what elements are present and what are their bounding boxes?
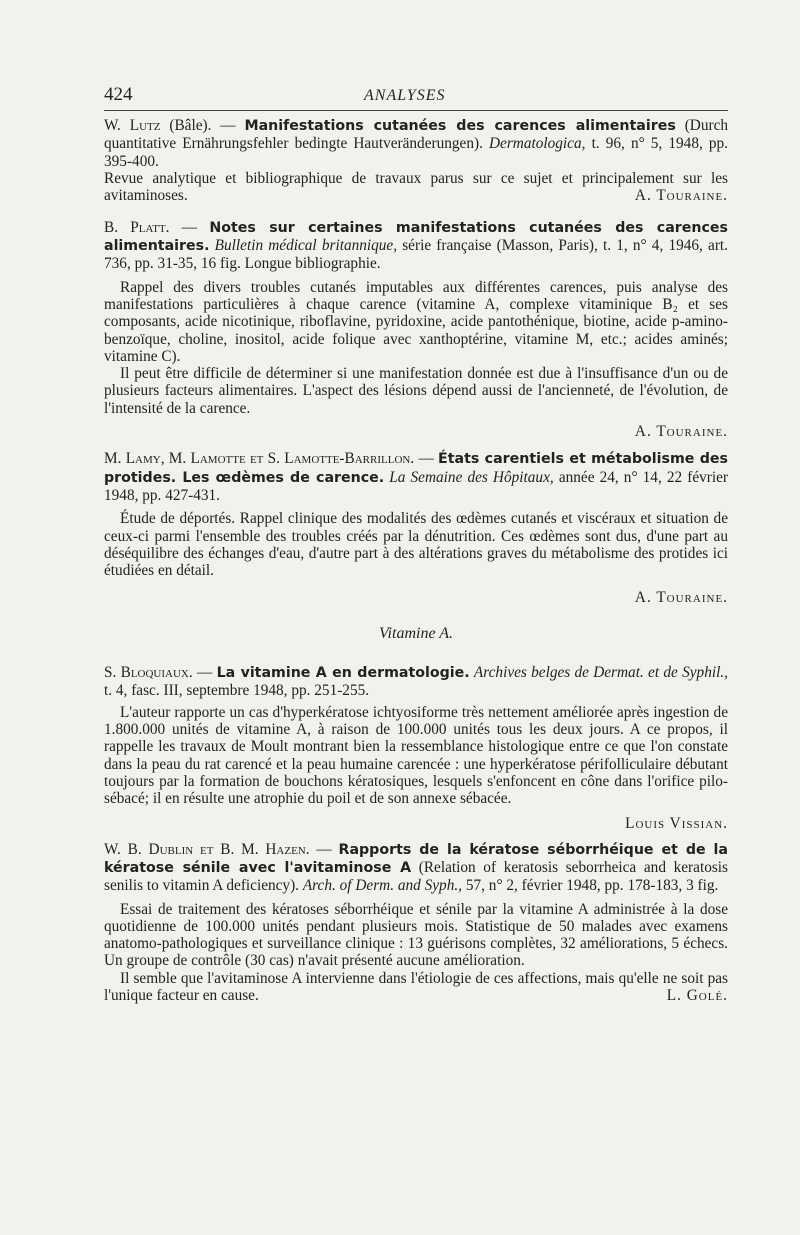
page-number: 424 [104, 84, 133, 105]
entry-title-rest: (Durch quantitative Ernährungsfehler bedingte Hautveränderungen). [104, 117, 729, 153]
entry-author-place: (Bâle). [169, 117, 212, 134]
entry-reference: t. 4, fasc. III, septembre 1948, pp. 251-255. [104, 682, 370, 700]
page [104, 84, 728, 1004]
entry-paragraph: Rappel des divers troubles cutanés imputables aux différentes carences, puis analyse des manifestations particulières à chaque carence (vitamine A, complexe vitaminique B₂ et ses composants, acide nicotinique, riboflavine, pyridoxine, acide pantothénique, biotine, acide p-amino-benzoïque, choline, inositol, acide folique avec xanthoptérine, vitamine M, etc.; acides aminés; vitamine C). [104, 278, 728, 365]
entry-author: W. Lutz [104, 117, 161, 134]
entry-body [104, 510, 728, 579]
entry-citation: S. Bloquiaux. — La vitamine A en dermatologie. Archives belges de Dermat. et de Syphil., t. 4, fasc. III, septembre 1948, pp. 251-255. [104, 664, 728, 700]
abstract-entry [104, 841, 728, 1005]
entry-reference: année 24, n° 14, 22 février 1948, pp. 427-431. [104, 468, 729, 504]
entry-signature: A. Touraine. [634, 423, 728, 441]
entry-author: B. Platt. [104, 218, 170, 236]
entry-title: La vitamine A en dermatologie. [216, 665, 470, 682]
entry-journal: Archives belges de Dermat. et de Syphil., [473, 664, 728, 682]
entry-paragraph: Étude de déportés. Rappel clinique des modalités des œdèmes cutanés et viscéraux et situation de ceux-ci parmi l'ensemble des troubles créés par la dénutrition. Ces œdèmes sont dus, d'une part au déséquilibre des échanges d'eau, d'autre part à des altérations graves du métabolisme des protides ici étudiées en détail. [104, 510, 728, 580]
entry-journal: La Semaine des Hôpitaux, [389, 468, 554, 486]
entry-body [104, 279, 728, 417]
abstract-entry [104, 219, 728, 441]
entry-signature: Louis Vissian. [625, 815, 728, 833]
entry-title: Notes sur certaines manifestations cutanées des carences alimentaires. [104, 219, 728, 255]
entry-citation: M. Lamy, M. Lamotte et S. Lamotte-Barrillon. — États carentiels et métabolisme des protides. Les œdèmes de carence. La Semaine des Hôpitaux, année 24, n° 14, 22 février 1948, pp. 427-431. [104, 450, 729, 504]
entry-title: États carentiels et métabolisme des protides. Les œdèmes de carence. [104, 451, 728, 486]
entry-paragraph: L'auteur rapporte un cas d'hyperkératose ichtyosiforme très nettement améliorée après ingestion de 1.800.000 unités de vitamine A, à raison de 100.000 unités tous les deux jours. A ce propos, il rappelle les travaux de Moult montrant bien la ressemblance histologique entre ce que l'on constate dans la peau du rat carencé et la peau humaine carencée : une hyperkératose périfolliculaire débutant toujours par la formation de bouchons kératosiques, lesquels s'enfoncent en cône dans l'orifice pilo-sébacé; il en résulte une atrophie du poil et de son annexe sébacée. [104, 703, 728, 808]
entry-author: S. Bloquiaux. [104, 664, 193, 682]
entry-title: Manifestations cutanées des carences alimentaires [244, 118, 676, 134]
entry-author: M. Lamy, M. Lamotte et S. Lamotte-Barrillon. [104, 450, 415, 468]
entry-title: Rapports de la kératose séborrhéique et de la kératose sénile avec l'avitaminose A [104, 841, 728, 876]
entry-citation: W. B. Dublin et B. M. Hazen. — Rapports de la kératose séborrhéique et de la kératose sénile avec l'avitaminose A (Relation of keratosis seborrheica and keratosis senilis to vitamin A deficiency). Arch. of Derm. and Syph., 57, n° 2, février 1948, pp. 178-183, 3 fig. [104, 840, 728, 895]
entry-body [104, 901, 728, 1005]
entry-title-rest: (Relation of keratosis seborrheica and keratosis senilis to vitamin A deficiency). [104, 858, 728, 895]
page-header [104, 84, 728, 111]
entry-journal: Bulletin médical britannique, [214, 237, 398, 255]
entry-signature: L. Golé. [666, 987, 728, 1005]
abstract-entry [104, 117, 728, 205]
entry-reference: 57, n° 2, février 1948, pp. 178-183, 3 fig. [465, 877, 719, 895]
entry-journal: Dermatologica, [489, 135, 586, 153]
entry-author: W. B. Dublin et B. M. Hazen. [104, 840, 310, 858]
section-heading: Vitamine A. [378, 624, 454, 642]
entry-citation: W. Lutz (Bâle). — Manifestations cutanées des carences alimentaires (Durch quantitative Ernährungsfehler bedingte Hautveränderungen). Dermatologica, t. 96, n° 5, 1948, pp. 395-400. [104, 117, 729, 170]
entry-signature: A. Touraine. [634, 187, 728, 205]
abstract-entry [104, 664, 728, 833]
entry-paragraph: Il semble que l'avitaminose A intervienne dans l'étiologie de ces affections, mais qu'elle ne soit pas l'unique facteur en cause. L. Golé. [104, 969, 728, 1005]
entry-reference: t. 96, n° 5, 1948, pp. 395-400. [104, 135, 729, 170]
entry-paragraph: Essai de traitement des kératoses séborrhéique et sénile par la vitamine A administrée à la dose quotidienne de 100.000 unités pendant plusieurs mois. Statistique de 50 malades avec examens anatomo-pathologiques et surveillance clinique : 13 guérisons complètes, 32 améliorations, 5 échecs. Un groupe de contrôle (30 cas) n'avait présenté aucune amélioration. [104, 900, 728, 970]
abstract-entry [104, 450, 728, 606]
running-title: ANALYSES [364, 87, 446, 104]
entry-citation: B. Platt. — Notes sur certaines manifestations cutanées des carences alimentaires. Bulletin médical britannique, série française (Masson, Paris), t. 1, n° 4, 1946, art. 736, pp. 31-35, 16 fig. Longue bibliographie. [104, 218, 728, 273]
entry-paragraph: Revue analytique et bibliographique de travaux parus sur ce sujet et principalement sur les avitaminoses. [104, 169, 728, 205]
entry-signature: A. Touraine. [634, 589, 728, 607]
entry-journal: Arch. of Derm. and Syph., [302, 877, 463, 895]
entry-reference: série française (Masson, Paris), t. 1, n° 4, 1946, art. 736, pp. 31-35, 16 fig. Longue bibliographie. [104, 237, 728, 273]
entry-paragraph: Il peut être difficile de déterminer si une manifestation donnée est due à l'insuffisance d'un ou de plusieurs facteurs alimentaires. L'aspect des lésions dépend aussi de l'ancienneté, de l'évolution, de l'intensité de la carence. [104, 365, 728, 417]
entry-body [104, 704, 728, 808]
